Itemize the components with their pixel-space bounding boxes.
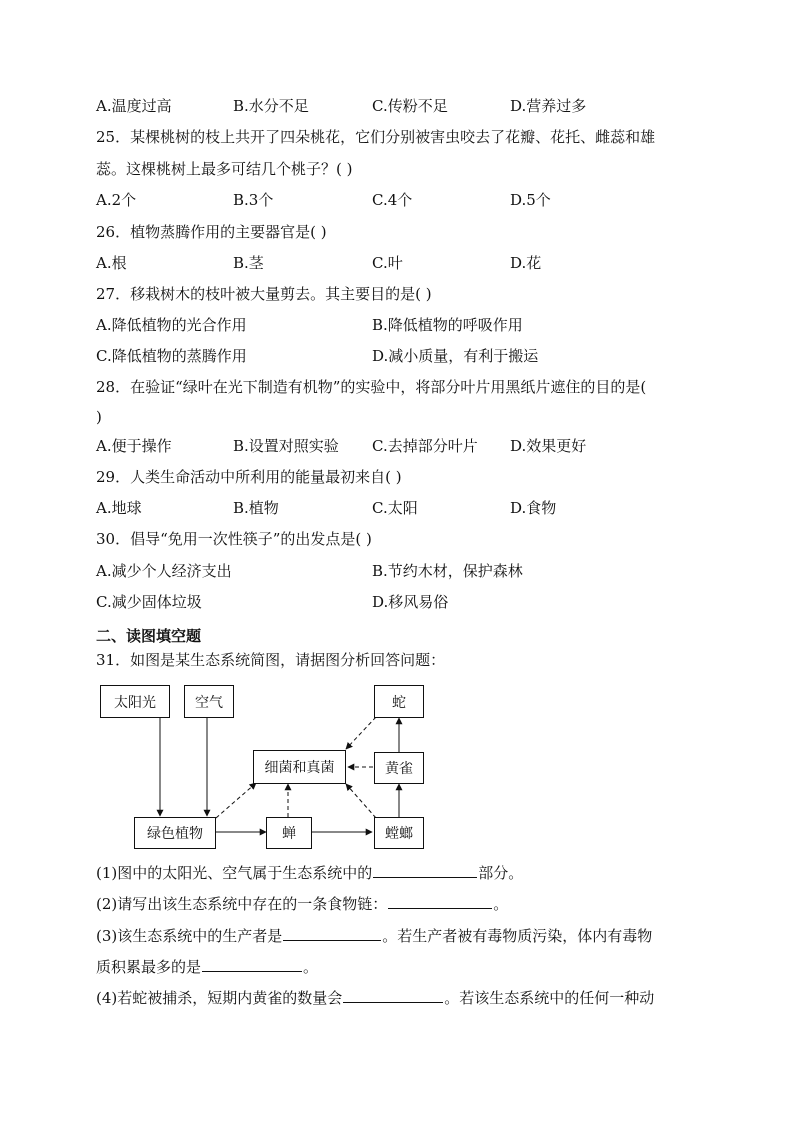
q24-option-b: B.水分不足	[233, 97, 309, 115]
node-snake: 蛇	[374, 685, 424, 718]
q29-option-b: B.植物	[233, 499, 279, 517]
sub-question-3-text-2: 质积累最多的是	[96, 958, 202, 976]
answer-blank-2[interactable]	[388, 894, 492, 909]
q27-option-c: C.降低植物的蒸腾作用	[96, 347, 247, 365]
section-heading: 二、读图填空题	[96, 627, 202, 645]
sub-question-3	[96, 926, 652, 946]
arrow-mantis-to-decomposers	[346, 784, 376, 818]
q27-option-a: A.降低植物的光合作用	[96, 316, 247, 334]
q28-option-a: A.便于操作	[96, 437, 172, 455]
q26-option-d: D.花	[510, 254, 542, 272]
sub-question-2	[96, 894, 508, 914]
q31-intro: 31．如图是某生态系统简图，请据图分析回答问题：	[96, 651, 446, 669]
sub-question-2-suffix: 。	[493, 895, 509, 913]
q30-question: 30．倡导“免用一次性筷子”的出发点是( )	[96, 530, 372, 548]
node-mantis: 螳螂	[374, 817, 424, 849]
q24-option-d: D.营养过多	[510, 97, 587, 115]
q25-line-2: 蕊。这棵桃树上最多可结几个桃子？( )	[96, 160, 353, 178]
answer-blank-1[interactable]	[373, 863, 477, 878]
sub-question-3-line-2	[96, 957, 318, 977]
arrow-plants-to-decomposers	[216, 783, 256, 818]
node-cicada: 蝉	[266, 817, 312, 849]
arrow-snake-to-decomposers	[346, 717, 376, 749]
node-air: 空气	[184, 685, 234, 718]
sub-question-1-suffix: 部分。	[478, 864, 524, 882]
q25-option-d: D.5个	[510, 191, 551, 209]
node-sparrow: 黄雀	[374, 752, 424, 784]
q27-question: 27．移栽树木的枝叶被大量剪去。其主要目的是( )	[96, 285, 432, 303]
q30-option-c: C.减少固体垃圾	[96, 593, 202, 611]
q26-option-a: A.根	[96, 254, 127, 272]
q29-option-d: D.食物	[510, 499, 557, 517]
sub-question-4-continued: 。若该生态系统中的任何一种动	[444, 989, 655, 1007]
q24-option-c: C.传粉不足	[372, 97, 448, 115]
q29-option-a: A.地球	[96, 499, 142, 517]
sub-question-2-text: (2)请写出该生态系统中存在的一条食物链：	[96, 895, 388, 913]
answer-blank-4[interactable]	[343, 988, 443, 1003]
sub-question-3-text: (3)该生态系统中的生产者是	[96, 927, 283, 945]
q27-option-d: D.减小质量，有利于搬运	[372, 347, 539, 365]
q25-line-1: 25．某棵桃树的枝上共开了四朵桃花，它们分别被害虫咬去了花瓣、花托、雌蕊和雄	[96, 128, 656, 146]
q26-option-c: C.叶	[372, 254, 403, 272]
q25-option-b: B.3个	[233, 191, 274, 209]
sub-question-4-text: (4)若蛇被捕杀，短期内黄雀的数量会	[96, 989, 343, 1007]
q28-line-2: )	[96, 408, 102, 426]
answer-blank-3b[interactable]	[202, 957, 302, 972]
sub-question-4	[96, 988, 654, 1008]
node-sunlight: 太阳光	[100, 685, 170, 718]
node-decomposers: 细菌和真菌	[253, 750, 346, 784]
sub-question-1-text: (1)图中的太阳光、空气属于生态系统中的	[96, 864, 373, 882]
q25-option-a: A.2个	[96, 191, 137, 209]
q30-option-b: B.节约木材，保护森林	[372, 562, 523, 580]
q28-option-b: B.设置对照实验	[233, 437, 339, 455]
q26-option-b: B.茎	[233, 254, 264, 272]
answer-blank-3a[interactable]	[283, 926, 381, 941]
q26-question: 26．植物蒸腾作用的主要器官是( )	[96, 223, 327, 241]
q24-option-a: A.温度过高	[96, 97, 172, 115]
sub-question-3-suffix: 。	[303, 958, 319, 976]
q25-option-c: C.4个	[372, 191, 413, 209]
q30-option-a: A.减少个人经济支出	[96, 562, 232, 580]
q28-option-d: D.效果更好	[510, 437, 587, 455]
q27-option-b: B.降低植物的呼吸作用	[372, 316, 523, 334]
sub-question-1	[96, 863, 523, 883]
sub-question-3-continued: 。若生产者被有毒物质污染，体内有毒物	[382, 927, 653, 945]
q30-option-d: D.移风易俗	[372, 593, 449, 611]
q29-question: 29．人类生命活动中所利用的能量最初来自( )	[96, 468, 402, 486]
q28-option-c: C.去掉部分叶片	[372, 437, 478, 455]
node-green-plants: 绿色植物	[134, 817, 216, 849]
q28-line-1: 28．在验证“绿叶在光下制造有机物”的实验中，将部分叶片用黑纸片遮住的目的是(	[96, 378, 647, 396]
q29-option-c: C.太阳	[372, 499, 418, 517]
